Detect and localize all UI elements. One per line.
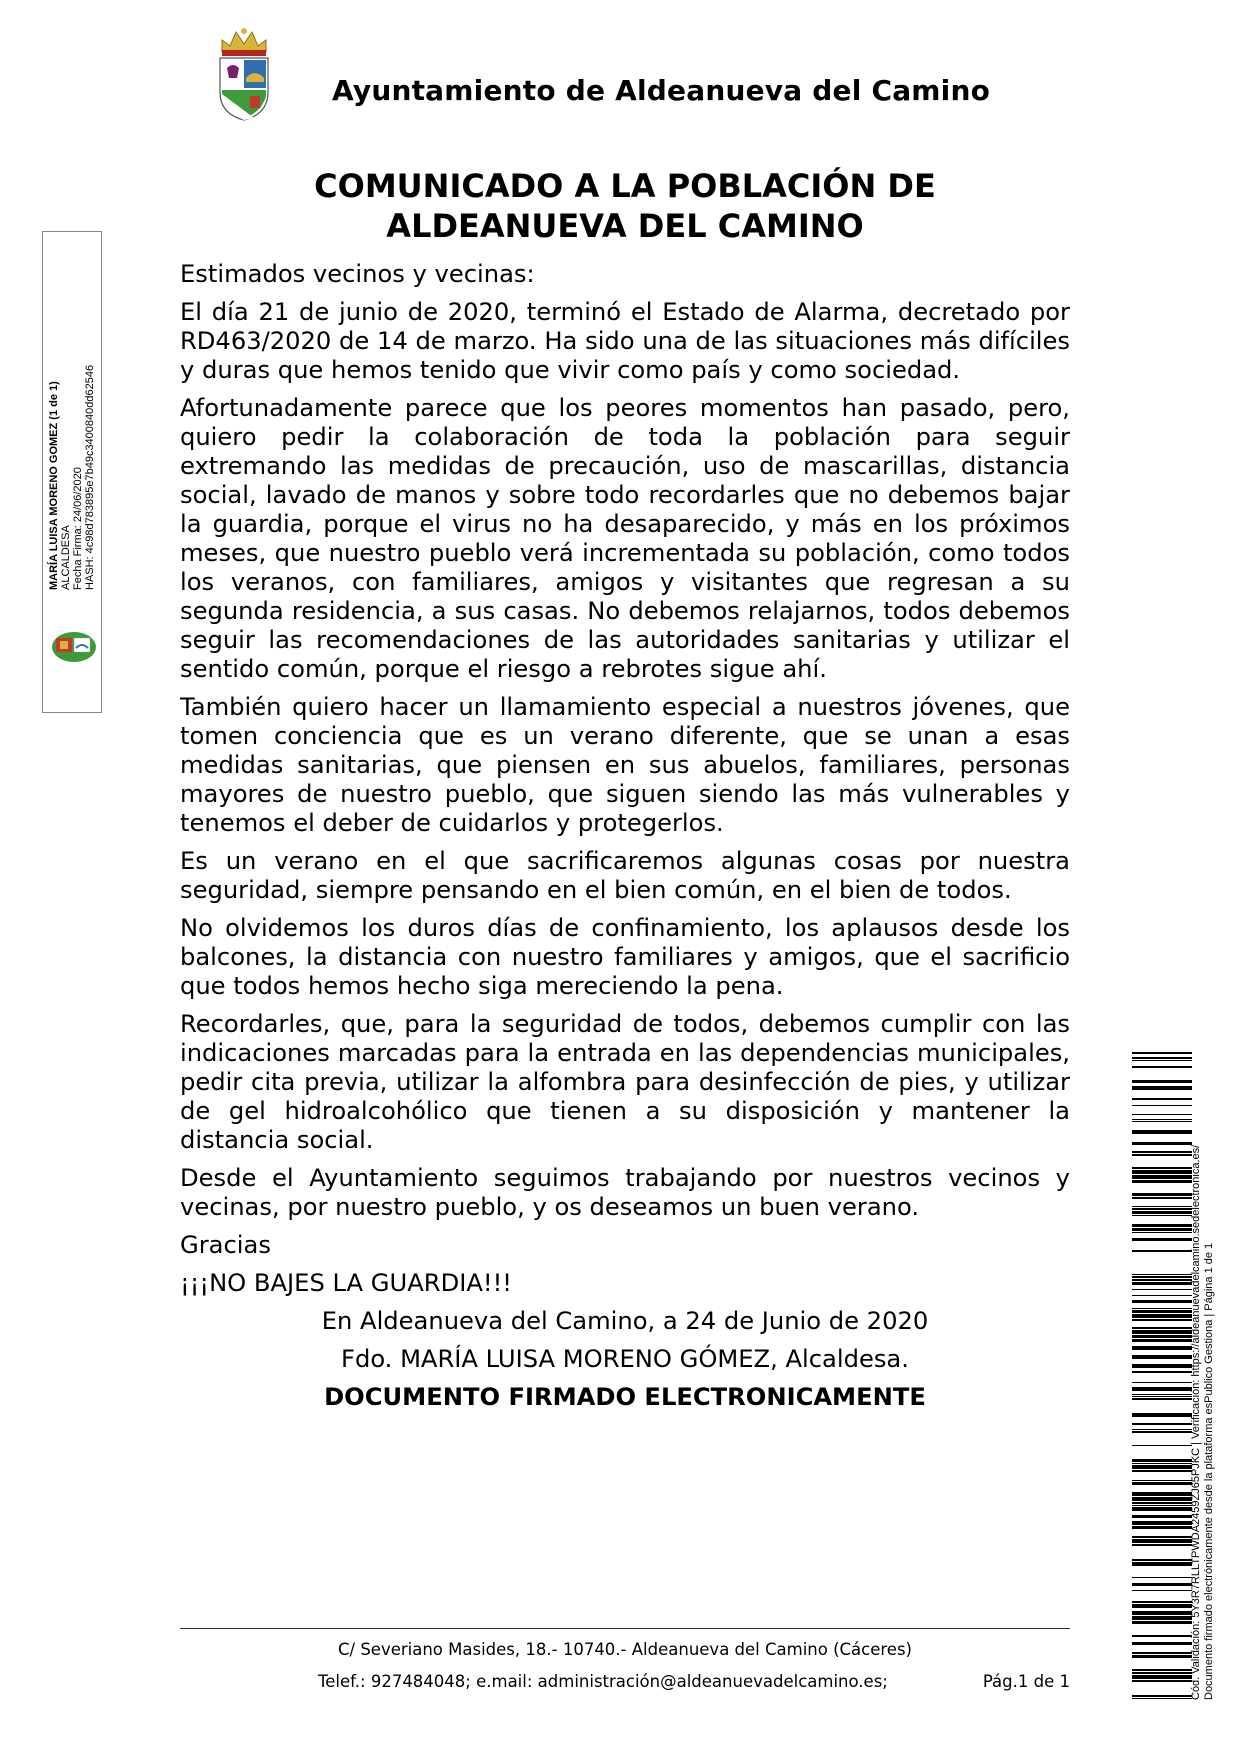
thanks-line: Gracias [180, 1231, 271, 1259]
barcode-stripe [1132, 1295, 1192, 1296]
body-paragraph: También quiero hacer un llamamiento especial a nuestros jóvenes, que tomen conciencia que es un verano diferente, que se unan a esas medidas sanitarias, que piensen en sus abuelos, familiares, personas mayores de nuestro pueblo, que siguen siendo las más vulnerables y tenemos el deber de cuidarlos y protegerlos. [180, 693, 1070, 837]
footer-contact: Telef.: 927484048; e.mail: administración@aldeanuevadelcamino.es; [318, 1672, 888, 1691]
signature-line: Fdo. MARÍA LUISA MORENO GÓMEZ, Alcaldesa. [341, 1345, 909, 1373]
barcode-stripe [1132, 1119, 1192, 1120]
barcode-stripe [1132, 1480, 1192, 1481]
barcode-stripe [1132, 1387, 1192, 1391]
barcode-stripe [1132, 1151, 1192, 1153]
barcode-stripe [1132, 1465, 1192, 1469]
body-paragraph: Es un verano en el que sacrificaremos algunas cosas por nuestra seguridad, siempre pensando en el bien común, en el bien de todos. [180, 847, 1070, 904]
barcode-stripe [1132, 1142, 1192, 1145]
barcode-stripe [1132, 1327, 1192, 1329]
barcode-stripe [1132, 1167, 1192, 1169]
barcode-stripe [1132, 1300, 1192, 1303]
municipal-seal-icon [50, 630, 98, 664]
barcode-stripe [1132, 1642, 1192, 1645]
coat-of-arms-icon [214, 22, 274, 122]
barcode-stripe [1132, 1154, 1192, 1156]
barcode-stripe [1132, 1279, 1192, 1281]
barcode-stripe [1132, 1652, 1192, 1654]
validation-code: Cód. Validación: 5Y3R7RLLTPWDA2459ZJ65PJKC | Verificación: https://aldeanuevadelcamino.sedelectronica.es/ [1190, 1144, 1202, 1700]
signature-date: Fecha Firma: 24/06/2020 [72, 467, 84, 590]
body-paragraph: No olvidemos los duros días de confinamiento, los aplausos desde los balcones, la distancia con nuestro familiares y amigos, que el sacrificio que todos hemos hecho siga mereciendo la pena. [180, 914, 1070, 1000]
barcode-stripe [1132, 1346, 1192, 1350]
barcode-stripe [1132, 1698, 1192, 1699]
signature-stamp-text [48, 320, 96, 590]
barcode-stripe [1132, 1197, 1192, 1199]
footer-divider [180, 1628, 1070, 1629]
barcode-stripe [1132, 1175, 1192, 1179]
barcode-stripe [1132, 1364, 1192, 1368]
barcode-stripe [1132, 1470, 1192, 1472]
barcode-stripe [1132, 1675, 1192, 1679]
barcode-stripe [1132, 1289, 1192, 1290]
barcode-stripe [1132, 1052, 1192, 1054]
barcode-stripe [1132, 1635, 1192, 1637]
barcode-stripe [1132, 1431, 1192, 1433]
barcode-stripe [1132, 1130, 1192, 1134]
body-paragraph: Afortunadamente parece que los peores momentos han pasado, pero, quiero pedir la colaboración de toda la población para seguir extremando las medidas de precaución, uso de mascarillas, distancia social, lavado de manos y sobre todo recordarles que no debemos bajar la guardia, porque el virus no ha desaparecido, y más en los próximos meses, que nuestro pueblo verá incrementada su población, como todos los veranos, con familiares, amigos y visitantes que regresan a su segunda residencia, a sus casas. No debemos relajarnos, todos debemos seguir las recomendaciones de las autoridades sanitarias y utilizar el sentido común, porque el riesgo a rebrotes sigue ahí. [180, 394, 1070, 683]
barcode-stripe [1132, 1282, 1192, 1285]
barcode-stripe [1132, 1492, 1192, 1496]
barcode-stripe [1132, 1355, 1192, 1359]
barcode-stripe [1132, 1559, 1192, 1561]
barcode-stripe [1132, 1396, 1192, 1397]
barcode-stripe [1132, 1604, 1192, 1608]
barcode-stripe [1132, 1505, 1192, 1506]
barcode-stripe [1132, 1105, 1192, 1106]
barcode-stripe [1132, 1590, 1192, 1591]
body-paragraph: Desde el Ayuntamiento seguimos trabajando por nuestros vecinos y vecinas, por nuestro pueblo, y os deseamos un buen verano. [180, 1164, 1070, 1221]
barcode-stripe [1132, 1228, 1192, 1231]
barcode-stripe [1132, 1672, 1192, 1674]
barcode-stripe [1132, 1621, 1192, 1624]
validation-text [1190, 1068, 1215, 1700]
footer-address: C/ Severiano Masides, 18.- 10740.- Aldeanueva del Camino (Cáceres) [338, 1640, 912, 1659]
barcode-stripe [1132, 1562, 1192, 1566]
barcode-stripe [1132, 1224, 1192, 1227]
barcode-stripe [1132, 1250, 1192, 1252]
barcode-stripe [1132, 1583, 1192, 1586]
barcode-stripe [1132, 1319, 1192, 1321]
body-paragraph: Recordarles, que, para la seguridad de todos, debemos cumplir con las indicaciones marcadas para la entrada en las dependencias municipales, pedir cita previa, utilizar la alfombra para desinfección de pies, y utilizar de gel hidroalcohólico que tienen a su disposición y mantener la distancia social. [180, 1010, 1070, 1154]
barcode-stripe [1132, 1080, 1192, 1083]
barcode-stripe [1132, 1066, 1192, 1068]
barcode-stripe [1132, 1445, 1192, 1446]
organization-name: Ayuntamiento de Aldeanueva del Camino [332, 74, 991, 107]
barcode-stripe [1132, 1601, 1192, 1603]
electronic-signature-note: DOCUMENTO FIRMADO ELECTRONICAMENTE [324, 1383, 926, 1411]
barcode-stripe [1132, 1180, 1192, 1183]
barcode-stripe [1132, 1655, 1192, 1658]
barcode-stripe [1132, 1423, 1192, 1425]
barcode-stripe [1132, 1482, 1192, 1485]
barcode-stripe [1132, 1310, 1192, 1313]
barcode-stripe [1132, 1695, 1192, 1697]
barcode-stripe [1132, 1086, 1192, 1090]
barcode-stripe [1132, 1394, 1192, 1395]
barcode-stripe [1132, 1502, 1192, 1504]
barcode-stripe [1132, 1121, 1192, 1122]
barcode-stripe [1132, 1611, 1192, 1615]
barcode-stripe [1132, 1680, 1192, 1682]
barcode-stripe [1132, 1459, 1192, 1462]
barcode-stripe [1132, 1211, 1192, 1214]
barcode-stripe [1132, 1521, 1192, 1525]
barcode-stripe [1132, 1497, 1192, 1501]
barcode-stripe [1132, 1577, 1192, 1578]
page-number: Pág.1 de 1 [982, 1672, 1070, 1691]
document-title-line-2: ALDEANUEVA DEL CAMINO [386, 207, 864, 245]
barcode-stripe [1132, 1208, 1192, 1210]
barcode-stripe [1132, 1238, 1192, 1241]
barcode-stripe [1132, 1539, 1192, 1543]
document-body [180, 260, 1070, 1421]
barcode-stripe [1132, 1308, 1192, 1309]
barcode-stripe [1132, 1413, 1192, 1417]
barcode-stripe [1132, 1463, 1192, 1464]
barcode-stripe [1132, 1276, 1192, 1278]
barcode-stripe [1132, 1515, 1192, 1518]
barcode-stripe [1132, 1507, 1192, 1511]
barcode-stripe [1132, 1057, 1192, 1059]
barcode-stripe [1132, 1536, 1192, 1538]
slogan-line: ¡¡¡NO BAJES LA GUARDIA!!! [180, 1269, 512, 1297]
barcode-stripe [1132, 1330, 1192, 1334]
barcode-stripe [1132, 1274, 1192, 1275]
barcode-stripe [1132, 1114, 1192, 1115]
greeting: Estimados vecinos y vecinas: [180, 260, 535, 288]
document-title-line-1: COMUNICADO A LA POBLACIÓN DE [314, 167, 936, 205]
barcode-stripe [1132, 1544, 1192, 1546]
barcode-stripe [1132, 1526, 1192, 1529]
barcode-stripe [1132, 1398, 1192, 1400]
validation-platform: Documento firmado electrónicamente desde la plataforma esPublico Gestiona | Página 1 de 1 [1202, 1242, 1215, 1700]
document-title [180, 166, 1070, 246]
barcode-stripe [1132, 1215, 1192, 1216]
barcode-stripe [1132, 1060, 1192, 1061]
barcode-stripe [1132, 1371, 1192, 1373]
signature-hash: HASH: 4c98d783895e7b49c3400840dd62546 [84, 364, 96, 590]
signer-role: ALCALDESA [60, 525, 72, 590]
barcode-stripe [1132, 1170, 1192, 1174]
barcode-stripe [1132, 1206, 1192, 1207]
barcode-stripe [1132, 1232, 1192, 1233]
body-paragraph: El día 21 de junio de 2020, terminó el Estado de Alarma, decretado por RD463/2020 de 14 de marzo. Ha sido una de las situaciones más difíciles y duras que hemos tenido que vivir como país y como sociedad. [180, 298, 1070, 384]
barcode-stripe [1132, 1669, 1192, 1671]
place-date: En Aldeanueva del Camino, a 24 de Junio de 2020 [321, 1307, 929, 1335]
signer-name: MARÍA LUISA MORENO GOMEZ (1 de 1) [48, 381, 60, 590]
barcode-stripe [1132, 1616, 1192, 1620]
barcode-stripe [1132, 1382, 1192, 1383]
barcode-stripe [1132, 1098, 1192, 1100]
barcode-stripe [1132, 1193, 1192, 1196]
barcode-stripe [1132, 1335, 1192, 1338]
barcode-stripe [1132, 1429, 1192, 1430]
barcode-stripe [1132, 1314, 1192, 1318]
barcode-stripe [1132, 1339, 1192, 1342]
